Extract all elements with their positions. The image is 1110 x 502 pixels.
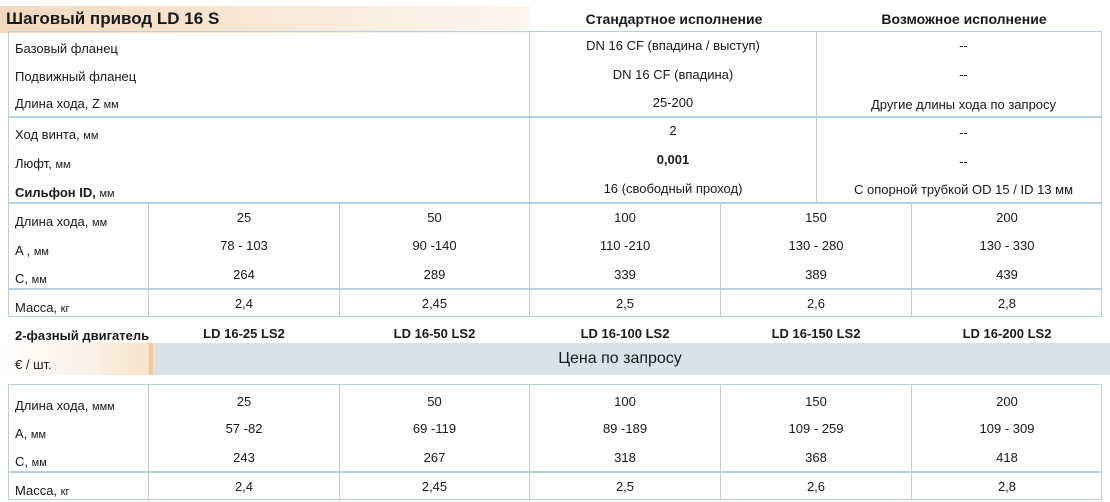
- table-cell: 89 -189: [602, 421, 648, 436]
- motor-model: LD 16-100 LS2: [580, 326, 670, 341]
- table-cell: 78 - 103: [220, 238, 268, 253]
- table-cell: 2,8: [997, 296, 1017, 311]
- table-cell: 2,45: [421, 479, 448, 494]
- motor-model: LD 16-50 LS2: [393, 326, 476, 341]
- table-cell: 100: [614, 210, 636, 225]
- spec-standard-value: DN 16 CF (впадина / выступ): [586, 38, 760, 53]
- table-cell: 57 -82: [225, 421, 263, 436]
- table-cell: 150: [805, 210, 827, 225]
- table-cell: 130 - 330: [979, 238, 1035, 253]
- table-cell: 50: [427, 394, 442, 409]
- table-cell: 2,5: [615, 479, 635, 494]
- table-cell: 2,4: [234, 479, 254, 494]
- page-title: Шаговый привод LD 16 S: [6, 9, 220, 28]
- table-cell: 150: [805, 394, 827, 409]
- motor-model: LD 16-150 LS2: [771, 326, 861, 341]
- table-cell: 69 -119: [412, 421, 457, 436]
- spec-optional-value: Другие длины хода по запросу: [870, 97, 1057, 112]
- table-cell: 264: [233, 267, 255, 282]
- spec-label: Подвижный фланец: [15, 69, 137, 84]
- table-cell: 130 - 280: [788, 238, 844, 253]
- spec-optional-value: С опорной трубкой OD 15 / ID 13 мм: [853, 182, 1074, 197]
- spec-label: Базовый фланец: [15, 41, 118, 56]
- table-cell: 289: [423, 267, 446, 282]
- optional-column-header: Возможное исполнение: [881, 11, 1047, 27]
- motor-model: LD 16-25 LS2: [203, 326, 285, 341]
- row-label-stroke: Длина хода, мм: [15, 214, 108, 229]
- price-accent-bar: [149, 343, 153, 375]
- row-label-a: A, мм: [15, 426, 47, 441]
- table-cell: 389: [805, 267, 827, 282]
- standard-column-header: Стандартное исполнение: [585, 11, 763, 27]
- table-cell: 200: [996, 394, 1018, 409]
- row-label-mass: Масса, кг: [15, 300, 70, 315]
- table-cell: 2,45: [421, 296, 448, 311]
- table-cell: 2,8: [997, 479, 1017, 494]
- row-label-stroke: Длина хода, ммм: [15, 398, 115, 413]
- table-cell: 439: [996, 267, 1018, 282]
- table-cell: 50: [427, 210, 442, 225]
- spec-standard-value: 16 (свободный проход): [603, 181, 743, 196]
- table-cell: 418: [996, 450, 1018, 465]
- table-cell: 109 - 309: [979, 421, 1035, 436]
- price-unit-label: € / шт.: [15, 357, 52, 372]
- table-cell: 2,5: [615, 296, 635, 311]
- table-cell: 90 -140: [412, 238, 457, 253]
- motor-label: 2-фазный двигатель: [15, 328, 150, 343]
- spec-optional-value: --: [959, 67, 968, 82]
- table-cell: 25: [236, 394, 252, 409]
- row-label-a: A , мм: [15, 243, 49, 258]
- spec-optional-value: --: [959, 125, 968, 140]
- table-cell: 2,6: [806, 479, 826, 494]
- table-cell: 100: [614, 394, 636, 409]
- spec-label: Длина хода, Z мм: [15, 96, 119, 111]
- spec-standard-value: 25-200: [652, 95, 694, 110]
- table-cell: 368: [805, 450, 827, 465]
- spec-optional-value: --: [959, 154, 968, 169]
- table-cell: 110 -210: [599, 238, 651, 253]
- spec-standard-value: 2: [669, 123, 677, 138]
- table-cell: 109 - 259: [788, 421, 844, 436]
- table-cell: 2,4: [234, 296, 254, 311]
- spec-label: Люфт, мм: [15, 156, 71, 171]
- table-cell: 200: [996, 210, 1018, 225]
- motor-model: LD 16-200 LS2: [962, 326, 1052, 341]
- price-value: Цена по запросу: [558, 350, 682, 367]
- table-cell: 267: [423, 450, 446, 465]
- table-cell: 339: [614, 267, 636, 282]
- spec-optional-value: --: [959, 38, 968, 53]
- table-cell: 318: [614, 450, 636, 465]
- table-cell: 2,6: [806, 296, 826, 311]
- table-cell: 25: [236, 210, 252, 225]
- spec-label: Ход винта, мм: [15, 127, 99, 142]
- spec-label: Сильфон ID, мм: [15, 185, 115, 200]
- row-label-c: C, мм: [15, 454, 47, 469]
- table-cell: 243: [233, 450, 255, 465]
- row-label-c: C, мм: [15, 271, 47, 286]
- row-label-mass: Масса, кг: [15, 483, 70, 498]
- spec-standard-value: DN 16 CF (впадина): [612, 67, 734, 82]
- spec-standard-value: 0,001: [656, 152, 690, 167]
